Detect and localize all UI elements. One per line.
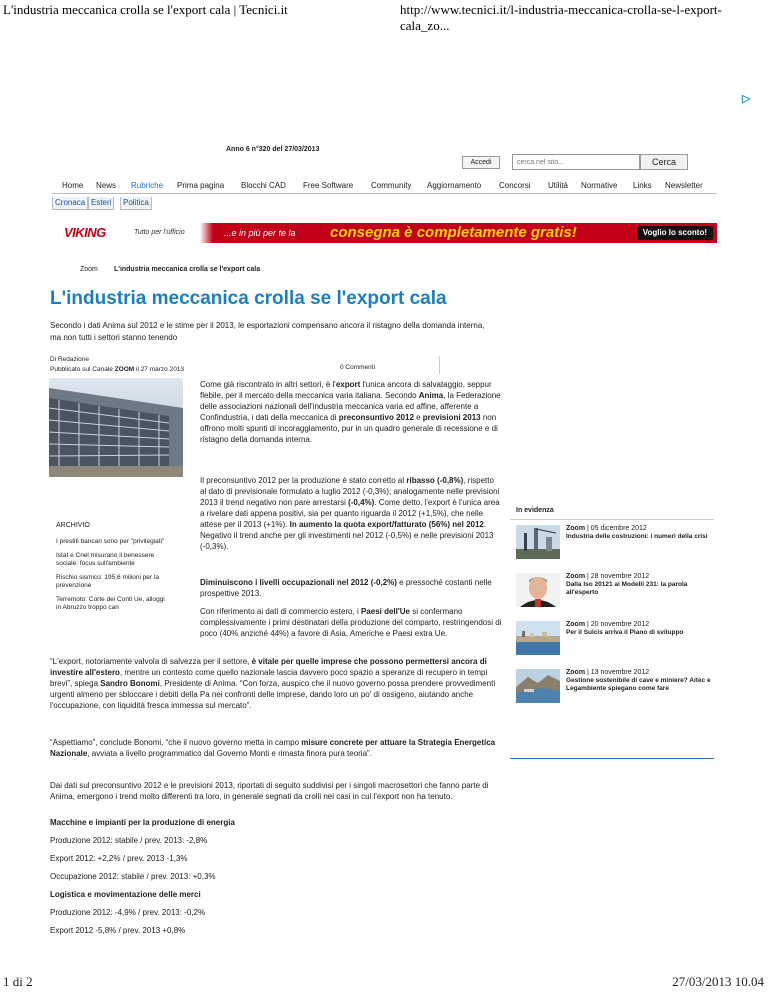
comments-link[interactable]: 0 Commenti <box>340 364 376 371</box>
tab-cronaca[interactable]: Cronaca <box>52 197 88 210</box>
nav-item-newsletter[interactable]: Newsletter <box>665 181 703 190</box>
breadcrumb-current: L'industria meccanica crolla se l'export cala <box>114 266 261 273</box>
sector-stat: Export 2012 -5,8% / prev. 2013 +0,8% <box>50 926 186 935</box>
print-timestamp: 27/03/2013 10.04 <box>672 974 764 989</box>
nav-item-aggiornamento[interactable]: Aggiornamento <box>427 181 482 190</box>
page-title: L'industria meccanica crolla se l'export cala <box>50 288 447 309</box>
byline <box>50 355 184 375</box>
sector-heading: Macchine e impianti per la produzione di energia <box>50 818 235 827</box>
sector-stat: Produzione 2012: stabile / prev. 2013: -2,8% <box>50 836 208 845</box>
sidebar-headline: Dalla Iso 20121 ai Modelli 231: la parola all'esperto <box>566 581 688 596</box>
page-counter: 1 di 2 <box>3 974 33 989</box>
nav-item-normative[interactable]: Normative <box>581 181 618 190</box>
nav-item-prima-pagina[interactable]: Prima pagina <box>177 181 225 190</box>
archive-link[interactable]: Istat e Cnel misurano il benessere sociale: focus sull'ambiente <box>56 552 155 567</box>
sidebar-item[interactable]: Zoom | 13 novembre 2012 Gestione sostenibile di cave e miniere? Aitec e Legambiente spiegano come fare <box>510 669 714 709</box>
nav-item-blocchi-cad[interactable]: Blocchi CAD <box>241 181 286 190</box>
nav-item-rubriche[interactable]: Rubriche <box>131 181 164 190</box>
article-paragraph-5: “L'export, notoriamente valvola di salvezza per il settore, è vitale per quelle imprese che possono permettersi ancora di investire all'estero, mentre un contesto come quello nazionale lascia davvero poco spazio a speranze di recupero in tempi brevi”, spiega Sandro Bonomi, Presidente di Anima. “Con forza, auspico che il nuovo governo possa prendere provvedimenti urgenti almeno per sbloccare i debiti della Pa nei confronti delle imprese, dando loro un po' di ossigeno, aiutando anche l'occupazione, con liquidità fresca immessa sul mercato”. <box>50 657 496 710</box>
banner-tagline: Tutto per l'ufficio <box>134 229 185 236</box>
sidebar-item[interactable]: Zoom | 20 novembre 2012 Per il Sulcis arriva il Piano di sviluppo <box>510 621 714 661</box>
search-button[interactable]: Cerca <box>640 154 688 170</box>
article-subtitle: Secondo i dati Anima sul 2012 e le stime per il 2013, le esportazioni compensano ancora il ristagno della domanda interna, ma non tutti i settori stanno tenendo <box>50 321 485 342</box>
sidebar-headline: Per il Sulcis arriva il Piano di sviluppo <box>566 629 684 636</box>
article-paragraph-6: “Aspettiamo”, conclude Bonomi, “che il nuovo governo metta in campo misure concrete per attuare la Strategia Energetica Nazionale, avviata a livello programmatico dal Governo Monti e rimasta finora pura teoria”. <box>50 738 496 758</box>
archive-link[interactable]: I prestiti bancari sono per "privilegiati" <box>56 538 165 545</box>
banner-logo: VIKING <box>64 225 106 240</box>
divider <box>510 519 714 520</box>
nav-item-links[interactable]: Links <box>633 181 652 190</box>
article-paragraph-1: Come già riscontrato in altri settori, è l'export l'unica ancora di salvataggio, seppur flebile, per il mercato della meccanica varia italiana. Secondo Anima, la Federazione delle associazioni nazionali dell'industria meccanica varia ed affine, afferente a Confindustria, i dati della meccanica di preconsuntivo 2012 e previsioni 2013 non offrono molti spunti di incoraggiamento, pur in un quadro generale di recessione e di ristagno della domanda interna. <box>200 380 501 444</box>
banner-text-1: ...e in più per te la <box>224 228 296 238</box>
article-paragraph-7: Dai dati sul preconsuntivo 2012 e le previsioni 2013, riportati di seguito suddivisi per i singoli macrosettori che fanno parte di Anima, emergono i trend molto differenti tra loro, in generale segnati da crolli nei casi in cui l'export non ha tenuto. <box>50 781 489 801</box>
nav-item-concorsi[interactable]: Concorsi <box>499 181 531 190</box>
thumbnail <box>516 621 560 655</box>
breadcrumb-home[interactable]: Zoom <box>80 266 98 273</box>
in-evidenza-box <box>510 505 714 759</box>
article-photo <box>49 378 183 477</box>
thumbnail <box>516 573 560 607</box>
sector-heading: Logistica e movimentazione delle merci <box>50 890 201 899</box>
nav-item-free-software[interactable]: Free Software <box>303 181 354 190</box>
nav-item-community[interactable]: Community <box>371 181 412 190</box>
banner-cta-button[interactable]: Voglio lo sconto! <box>637 226 713 240</box>
thumbnail <box>516 669 560 703</box>
divider <box>439 356 440 374</box>
archive-heading: ARCHIVIO <box>56 522 90 529</box>
print-header-url: http://www.tecnici.it/l-industria-meccanica-crolla-se-l-export-cala_zo... <box>400 2 722 33</box>
publish-info: Pubblicato sul Canale ZOOM il 27 marzo 2013 <box>50 366 185 373</box>
nav-item-news[interactable]: News <box>96 181 117 190</box>
ad-choices-icon[interactable]: ▷ <box>742 93 751 105</box>
article-paragraph-4: Con riferimento ai dati di commercio estero, i Paesi dell'Ue si confermano complessivamente i primi destinatari della produzione del comparto, restringendosi di poco (40% anziché 44%) a favore di Asia, Americhe e Paesi extra Ue. <box>200 607 502 638</box>
archive-link[interactable]: Rischio sismico: 195,6 milioni per la prevenzione <box>56 574 159 589</box>
sidebar-headline: Gestione sostenibile di cave e miniere? Aitec e Legambiente spiegano come fare <box>566 677 711 692</box>
thumbnail <box>516 525 560 559</box>
sector-stat: Export 2012: +2,2% / prev. 2013 -1,3% <box>50 854 188 863</box>
author: Di Redazione <box>50 356 90 363</box>
sub-nav <box>52 193 717 213</box>
print-header-title: L'industria meccanica crolla se l'export cala | Tecnici.it <box>3 2 288 17</box>
sidebar-title: In evidenza <box>516 507 554 514</box>
archive-box <box>56 522 168 618</box>
sector-stat: Produzione 2012: -4,9% / prev. 2013: -0,2% <box>50 908 206 917</box>
sector-stat: Occupazione 2012: stabile / prev. 2013: +0,3% <box>50 872 216 881</box>
search-input[interactable] <box>512 154 640 170</box>
sidebar-headline: Industria delle costruzioni: i numeri della crisi <box>566 533 708 540</box>
login-button[interactable]: Accedi <box>462 156 500 169</box>
channel-link[interactable]: ZOOM <box>114 366 135 373</box>
print-header <box>0 2 768 33</box>
tab-esteri[interactable]: Esteri <box>88 197 114 210</box>
archive-link[interactable]: Terremoto: Corte dei Conti Ue, alloggi in Abruzzo troppo cari <box>56 596 165 611</box>
article-paragraph-2: Il preconsuntivo 2012 per la produzione è stato corretto al ribasso (-0,8%), rispetto al dato di previsionale formulato a luglio 2012 (-0,3%); analogamente nelle previsioni 2013 il trend negativo non pare arrestarsi (-0,4%). Come detto, l'export è l'unica area a rivelare dati appena positivi, sia per quanto riguarda il 2012 (+1,5%), che nelle attese per il 2013 (+1%). In aumento la quota export/fatturato (56%) nel 2012. Negativo il trend anche per gli investimenti nel 2012 (-0,5%) e nelle previsioni 2013 (-0,3%). <box>200 476 500 551</box>
sidebar-item[interactable]: Zoom | 28 novembre 2012 Dalla Iso 20121 ai Modelli 231: la parola all'esperto <box>510 573 714 613</box>
sidebar-item[interactable]: Zoom | 05 dicembre 2012 Industria delle costruzioni: i numeri della crisi <box>510 525 714 565</box>
nav-item-home[interactable]: Home <box>62 181 84 190</box>
tab-politica[interactable]: Politica <box>120 197 152 210</box>
nav-item-utilita[interactable]: Utilità <box>548 181 569 190</box>
article-paragraph-3: Diminuiscono i livelli occupazionali nel 2012 (-0,2%) e pressoché costanti nelle prospettive 2013. <box>200 578 492 598</box>
viking-banner-ad[interactable] <box>54 223 717 243</box>
banner-text-2: consegna è completamente gratis! <box>330 224 577 241</box>
issue-info: Anno 6 n°320 del 27/03/2013 <box>226 146 320 153</box>
